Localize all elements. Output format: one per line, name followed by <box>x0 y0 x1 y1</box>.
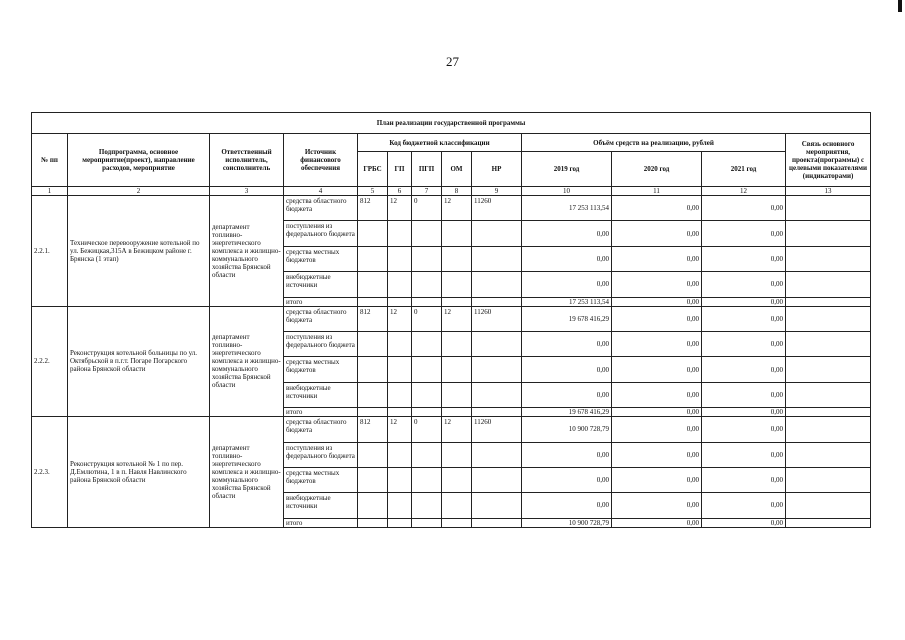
code-pgp: 0 <box>412 417 442 442</box>
code-gp: 12 <box>388 417 412 442</box>
column-number: 1 <box>32 187 68 196</box>
code-gp <box>388 382 412 407</box>
measure-name: Реконструкция котельной № 1 по пер. Д.Емлютина, 1 в п. Навля Навлинского района Брянской области <box>68 417 210 528</box>
funding-source: поступления из федерального бюджета <box>284 442 358 467</box>
code-nr <box>472 442 522 467</box>
code-gp: 12 <box>388 196 412 221</box>
column-number: 2 <box>68 187 210 196</box>
code-nr <box>472 467 522 492</box>
code-pgp <box>412 357 442 382</box>
amount-2020: 0,00 <box>612 357 702 382</box>
code-grbs <box>358 246 388 271</box>
amount-2021: 0,00 <box>702 417 786 442</box>
indicator-link <box>786 382 871 407</box>
column-number: 5 <box>358 187 388 196</box>
indicator-link <box>786 297 871 306</box>
total-2020: 0,00 <box>612 408 702 417</box>
amount-2019: 0,00 <box>522 272 612 297</box>
code-pgp: 0 <box>412 306 442 331</box>
code-gp: 12 <box>388 306 412 331</box>
measure-number: 2.2.1. <box>32 196 68 307</box>
code-grbs <box>358 442 388 467</box>
code-pgp <box>412 493 442 518</box>
total-label: итого <box>284 408 358 417</box>
code-om <box>442 331 472 356</box>
column-number-row <box>32 187 871 196</box>
total-2019: 17 253 113,54 <box>522 297 612 306</box>
indicator-link <box>786 442 871 467</box>
amount-2019: 0,00 <box>522 357 612 382</box>
code-om <box>442 518 472 527</box>
measure-name: Техническое перевооружение котельной по ул. Бежицкая,315А в Бежицком районе г. Брянска (1 этап) <box>68 196 210 307</box>
header-2020: 2020 год <box>612 152 702 187</box>
header-2021: 2021 год <box>702 152 786 187</box>
amount-2020: 0,00 <box>612 331 702 356</box>
code-grbs <box>358 382 388 407</box>
amount-2020: 0,00 <box>612 442 702 467</box>
code-pgp <box>412 246 442 271</box>
funding-source: средства местных бюджетов <box>284 246 358 271</box>
amount-2020: 0,00 <box>612 493 702 518</box>
header-budget-code: Код бюджетной классификации <box>358 134 522 152</box>
code-nr <box>472 221 522 246</box>
amount-2019: 17 253 113,54 <box>522 196 612 221</box>
funding-source: поступления из федерального бюджета <box>284 221 358 246</box>
amount-2020: 0,00 <box>612 306 702 331</box>
table-title: План реализации государственной программы <box>32 113 871 134</box>
code-nr <box>472 272 522 297</box>
total-2019: 10 900 728,79 <box>522 518 612 527</box>
total-2020: 0,00 <box>612 518 702 527</box>
code-gp <box>388 272 412 297</box>
code-om <box>442 357 472 382</box>
total-label: итого <box>284 518 358 527</box>
measure-responsible: департамент топливно-энергетического комплекса и жилищно-коммунального хозяйства Брянской области <box>210 306 284 417</box>
code-grbs <box>358 221 388 246</box>
amount-2020: 0,00 <box>612 272 702 297</box>
code-pgp <box>412 382 442 407</box>
amount-2019: 0,00 <box>522 442 612 467</box>
header-link: Связь основного мероприятия, проекта(программы) с целевыми показателями (индикаторами) <box>786 134 871 187</box>
total-label: итого <box>284 297 358 306</box>
code-nr: 11260 <box>472 306 522 331</box>
code-pgp: 0 <box>412 196 442 221</box>
code-pgp <box>412 221 442 246</box>
code-om <box>442 382 472 407</box>
code-pgp <box>412 442 442 467</box>
header-nr: НР <box>472 152 522 187</box>
header-subprogram: Подпрограмма, основное мероприятие(проект), направление расходов, мероприятие <box>68 134 210 187</box>
column-number: 12 <box>702 187 786 196</box>
code-gp <box>388 357 412 382</box>
code-pgp <box>412 518 442 527</box>
page-number: 27 <box>446 54 459 69</box>
header-responsible: Ответственный исполнитель, соисполнитель <box>210 134 284 187</box>
amount-2020: 0,00 <box>612 221 702 246</box>
code-grbs: 812 <box>358 196 388 221</box>
amount-2019: 0,00 <box>522 246 612 271</box>
amount-2021: 0,00 <box>702 331 786 356</box>
code-gp <box>388 221 412 246</box>
code-grbs <box>358 357 388 382</box>
header-om: ОМ <box>442 152 472 187</box>
code-gp <box>388 331 412 356</box>
code-om <box>442 493 472 518</box>
column-number: 8 <box>442 187 472 196</box>
amount-2020: 0,00 <box>612 467 702 492</box>
funding-source: внебюджетные источники <box>284 382 358 407</box>
code-grbs <box>358 518 388 527</box>
amount-2019: 19 678 416,29 <box>522 306 612 331</box>
column-number: 11 <box>612 187 702 196</box>
amount-2021: 0,00 <box>702 357 786 382</box>
indicator-link <box>786 196 871 221</box>
table-row <box>32 196 871 221</box>
code-gp <box>388 518 412 527</box>
header-pgp: ПГП <box>412 152 442 187</box>
amount-2019: 0,00 <box>522 493 612 518</box>
amount-2019: 10 900 728,79 <box>522 417 612 442</box>
measure-responsible: департамент топливно-энергетического комплекса и жилищно-коммунального хозяйства Брянской области <box>210 196 284 307</box>
scan-edge-mark <box>898 0 902 12</box>
code-nr: 11260 <box>472 417 522 442</box>
amount-2020: 0,00 <box>612 417 702 442</box>
indicator-link <box>786 467 871 492</box>
funding-source: поступления из федерального бюджета <box>284 331 358 356</box>
code-gp <box>388 442 412 467</box>
code-om: 12 <box>442 196 472 221</box>
code-gp <box>388 297 412 306</box>
measure-name: Реконструкция котельной больницы по ул. Октябрьской в п.г.т. Погаре Погарского района Брянской области <box>68 306 210 417</box>
column-number: 4 <box>284 187 358 196</box>
amount-2019: 0,00 <box>522 467 612 492</box>
measure-number: 2.2.2. <box>32 306 68 417</box>
amount-2019: 0,00 <box>522 221 612 246</box>
code-grbs: 812 <box>358 306 388 331</box>
funding-source: средства местных бюджетов <box>284 357 358 382</box>
code-om <box>442 408 472 417</box>
code-grbs <box>358 493 388 518</box>
code-pgp <box>412 297 442 306</box>
code-grbs: 812 <box>358 417 388 442</box>
indicator-link <box>786 246 871 271</box>
amount-2021: 0,00 <box>702 442 786 467</box>
table-row <box>32 306 871 331</box>
header-source: Источник финансового обеспечения <box>284 134 358 187</box>
indicator-link <box>786 357 871 382</box>
code-om <box>442 272 472 297</box>
indicator-link <box>786 493 871 518</box>
indicator-link <box>786 518 871 527</box>
code-om: 12 <box>442 417 472 442</box>
funding-source: внебюджетные источники <box>284 493 358 518</box>
code-om <box>442 467 472 492</box>
code-grbs <box>358 297 388 306</box>
amount-2021: 0,00 <box>702 246 786 271</box>
program-plan-table <box>31 112 871 528</box>
funding-source: средства областного бюджета <box>284 196 358 221</box>
amount-2021: 0,00 <box>702 272 786 297</box>
amount-2021: 0,00 <box>702 467 786 492</box>
funding-source: средства местных бюджетов <box>284 467 358 492</box>
code-gp <box>388 246 412 271</box>
header-funds: Объём средств на реализацию, рублей <box>522 134 786 152</box>
indicator-link <box>786 408 871 417</box>
code-nr <box>472 493 522 518</box>
code-om <box>442 442 472 467</box>
column-number: 9 <box>472 187 522 196</box>
funding-source: средства областного бюджета <box>284 306 358 331</box>
code-gp <box>388 493 412 518</box>
code-pgp <box>412 408 442 417</box>
total-2021: 0,00 <box>702 518 786 527</box>
amount-2019: 0,00 <box>522 382 612 407</box>
column-number: 6 <box>388 187 412 196</box>
amount-2020: 0,00 <box>612 246 702 271</box>
code-nr <box>472 357 522 382</box>
header-grbs: ГРБС <box>358 152 388 187</box>
code-nr <box>472 246 522 271</box>
measure-responsible: департамент топливно-энергетического комплекса и жилищно-коммунального хозяйства Брянской области <box>210 417 284 528</box>
column-number: 3 <box>210 187 284 196</box>
amount-2021: 0,00 <box>702 382 786 407</box>
indicator-link <box>786 272 871 297</box>
indicator-link <box>786 331 871 356</box>
code-om <box>442 221 472 246</box>
amount-2020: 0,00 <box>612 382 702 407</box>
code-nr <box>472 518 522 527</box>
code-om: 12 <box>442 306 472 331</box>
code-grbs <box>358 408 388 417</box>
code-om <box>442 297 472 306</box>
indicator-link <box>786 221 871 246</box>
header-num: № пп <box>32 134 68 187</box>
code-nr <box>472 382 522 407</box>
total-2021: 0,00 <box>702 408 786 417</box>
amount-2019: 0,00 <box>522 331 612 356</box>
column-number: 13 <box>786 187 871 196</box>
header-gp: ГП <box>388 152 412 187</box>
code-gp <box>388 408 412 417</box>
column-number: 7 <box>412 187 442 196</box>
funding-source: средства областного бюджета <box>284 417 358 442</box>
code-nr <box>472 408 522 417</box>
code-nr <box>472 297 522 306</box>
code-om <box>442 246 472 271</box>
amount-2021: 0,00 <box>702 221 786 246</box>
code-grbs <box>358 331 388 356</box>
amount-2020: 0,00 <box>612 196 702 221</box>
code-gp <box>388 467 412 492</box>
code-pgp <box>412 467 442 492</box>
table-row <box>32 417 871 442</box>
code-pgp <box>412 272 442 297</box>
header-2019: 2019 год <box>522 152 612 187</box>
amount-2021: 0,00 <box>702 306 786 331</box>
amount-2021: 0,00 <box>702 493 786 518</box>
total-2021: 0,00 <box>702 297 786 306</box>
measure-number: 2.2.3. <box>32 417 68 528</box>
total-2019: 19 678 416,29 <box>522 408 612 417</box>
code-grbs <box>358 272 388 297</box>
code-pgp <box>412 331 442 356</box>
code-nr: 11260 <box>472 196 522 221</box>
indicator-link <box>786 306 871 331</box>
code-nr <box>472 331 522 356</box>
amount-2021: 0,00 <box>702 196 786 221</box>
total-2020: 0,00 <box>612 297 702 306</box>
funding-source: внебюджетные источники <box>284 272 358 297</box>
column-number: 10 <box>522 187 612 196</box>
indicator-link <box>786 417 871 442</box>
code-grbs <box>358 467 388 492</box>
